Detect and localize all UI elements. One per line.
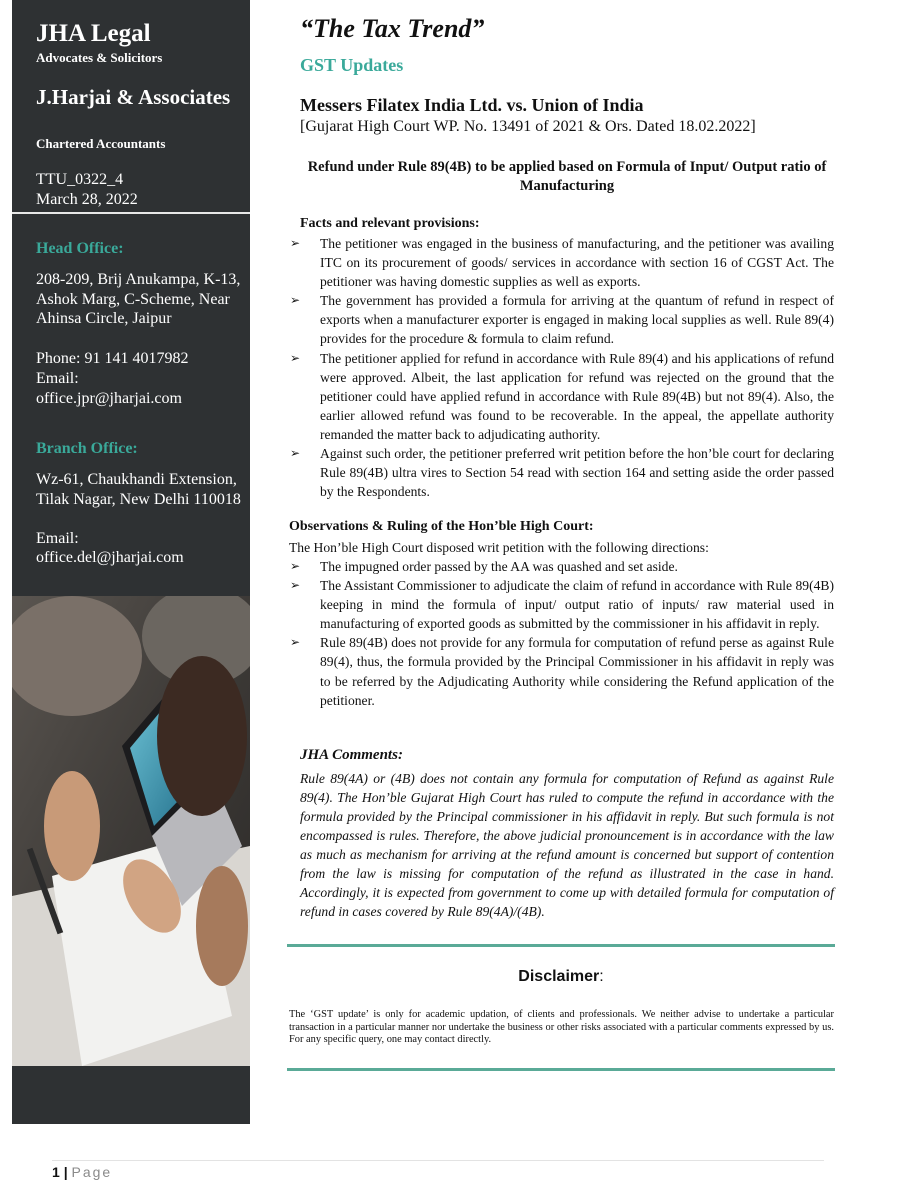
list-item: ➢ The petitioner was engaged in the business of manufacturing, and the petitioner was availing ITC on its procurement of goods/ services in accordance with section 16 of CGST Act. The petitioner was having domestic supplies as well as exports.	[290, 236, 834, 290]
disclaimer-text: The ‘GST update’ is only for academic updation, of clients and professionals. We neither advise to undertake a particular transaction in a particular manner nor undertake the business or other risks associated with a particular comments expressed by us. For any specific query, one may contact directly.	[289, 1009, 834, 1045]
arrow-bullet-icon: ➢	[290, 446, 301, 461]
case-title: Messers Filatex India Ltd. vs. Union of India	[300, 95, 644, 115]
case-subject: Refund under Rule 89(4B) to be applied based on Formula of Input/ Output ratio of Manufacturing	[307, 159, 827, 194]
office-meeting-photo	[12, 596, 250, 1066]
branch-office-label: Branch Office:	[36, 440, 138, 457]
sidebar-divider	[12, 212, 250, 214]
branch-office-address: Wz-61, Chaukhandi Extension, Tilak Nagar, New Delhi 110018	[36, 471, 241, 508]
facts-list	[288, 234, 834, 501]
head-office-address: 208-209, Brij Anukampa, K-13, Ashok Marg, C-Scheme, Near Ahinsa Circle, Jaipur	[36, 271, 241, 327]
list-item: ➢ Rule 89(4B) does not provide for any formula for computation of refund perse as against Rule 89(4), thus, the formula provided by the Principal Commissioner in his affidavit in reply was to be referred by the Adjudicating Authority while considering the Refund application of the petitioner.	[290, 635, 834, 708]
observations-intro: The Hon’ble High Court disposed writ petition with the following directions:	[289, 540, 709, 555]
arrow-bullet-icon: ➢	[290, 236, 301, 250]
list-item: ➢ Against such order, the petitioner preferred writ petition before the hon’ble court for declaring Rule 89(4B) ultra vires to Section 54 read with section 164 and setting aside the order passed by the Respondents.	[290, 446, 834, 500]
arrow-bullet-icon: ➢	[290, 578, 301, 593]
firm2-description: Chartered Accountants	[36, 136, 166, 151]
head-office-label: Head Office:	[36, 240, 124, 257]
arrow-bullet-icon: ➢	[290, 635, 301, 650]
divider-bottom	[287, 1068, 835, 1071]
comments-text: Rule 89(4A) or (4B) does not contain any formula for computation of Refund as against Rule 89(4). The Hon’ble Gujarat High Court has ruled to compute the refund in accordance with the formula provided by the Principal commissioner in his affidavit in reply. But such formula is not encompassed is rules. Therefore, the above judicial pronouncement is in accordance with the law as much as mechanism for arriving at the refund amount is concerned but support of contention from the law is missing for computation of the refund as illustrated in the case in hand. Accordingly, it is expected from government to come up with detailed formula for computation of refund in cases covered by Rule 89(4A)/(4B).	[300, 771, 834, 919]
head-office-email[interactable]: office.jpr@jharjai.com	[36, 390, 182, 407]
arrow-bullet-icon: ➢	[290, 350, 301, 365]
issue-date: March 28, 2022	[36, 191, 138, 208]
firm1-name: JHA Legal	[36, 20, 151, 47]
branch-office-email-label: Email:	[36, 530, 79, 547]
reference-code: TTU_0322_4	[36, 171, 124, 188]
observations-heading: Observations & Ruling of the Hon’ble High Court:	[289, 519, 594, 534]
case-citation: [Gujarat High Court WP. No. 13491 of 2021 & Ors. Dated 18.02.2022]	[300, 118, 756, 135]
disclaimer-heading: Disclaimer:	[518, 968, 604, 985]
page-label: Page	[71, 1164, 113, 1180]
observations-list	[288, 557, 834, 710]
head-office-phone: Phone: 91 141 4017982	[36, 350, 189, 367]
section-title: GST Updates	[300, 55, 404, 75]
facts-heading: Facts and relevant provisions:	[300, 216, 480, 231]
firm2-name: J.Harjai & Associates	[36, 85, 231, 109]
branch-office-email[interactable]: office.del@jharjai.com	[36, 549, 184, 566]
head-office-email-label: Email:	[36, 370, 79, 387]
list-item: ➢ The petitioner applied for refund in accordance with Rule 89(4) and his applications of refund were approved. Albeit, the last application for refund was rejected on the ground that the petitioner could have applied refund in accordance with Rule 89(4B) but not 89(4). Also, the earlier allowed refund was found to be recoverable. In the appeal, the appellate authority remanded the matter back to adjudicating authority.	[290, 350, 834, 442]
comments-heading: JHA Comments:	[300, 747, 403, 763]
list-item: ➢ The impugned order passed by the AA was quashed and set aside.	[288, 557, 834, 576]
footer-divider	[52, 1160, 824, 1161]
page-separator: |	[63, 1164, 68, 1180]
list-item: ➢ The Assistant Commissioner to adjudicate the claim of refund in accordance with Rule 89(4B) keeping in mind the formula of input/ output ratio of inputs/ raw material used in manufacturing of exported goods as submitted by the commissioner in his affidavit in reply.	[290, 578, 834, 632]
divider-top	[287, 944, 835, 947]
firm1-description: Advocates & Solicitors	[36, 50, 163, 65]
page-footer	[52, 1164, 112, 1180]
newsletter-title: “The Tax Trend”	[300, 14, 485, 43]
page-number: 1	[52, 1164, 60, 1180]
arrow-bullet-icon: ➢	[290, 559, 301, 573]
list-item: ➢ The government has provided a formula for arriving at the quantum of refund in respect of exports when a manufacturer exporter is engaged in making local supplies as well. Rule 89(4) provides for the procedure & formula to claim refund.	[290, 293, 834, 347]
arrow-bullet-icon: ➢	[290, 293, 301, 308]
